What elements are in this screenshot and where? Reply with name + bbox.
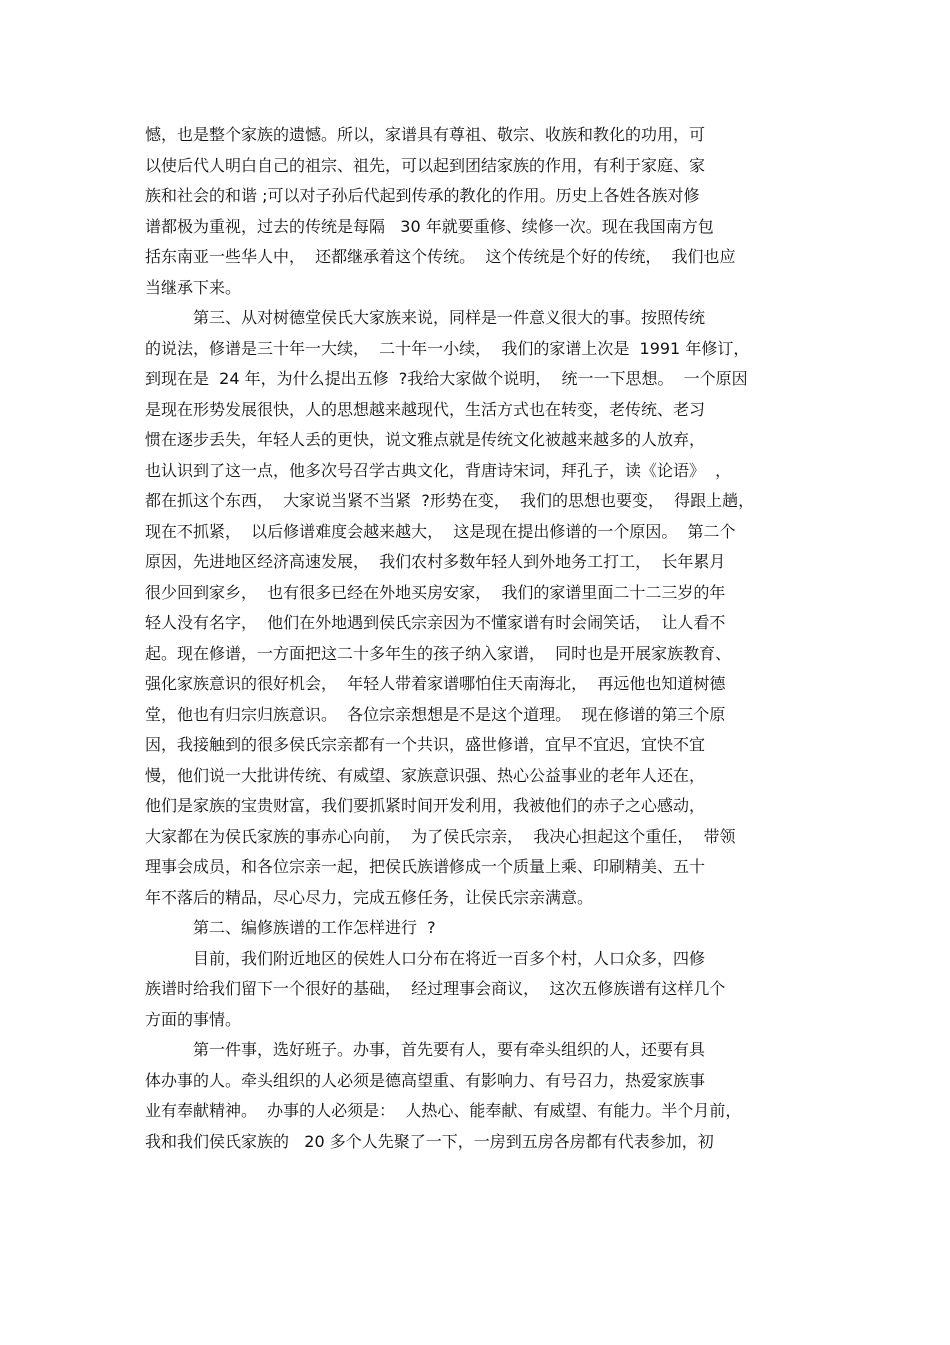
- section-heading: 第二、编修族谱的工作怎样进行 ?: [193, 918, 436, 937]
- text-line: 谱都极为重视，过去的传统是每隔 30 年就要重修、续修一次。现在我国南方包: [145, 216, 714, 236]
- text-line: 大家都在为侯氏家族的事赤心向前， 为了侯氏宗亲， 我决心担起这个重任， 带领: [145, 826, 736, 846]
- text-line: 惯在逐步丢失，年轻人丢的更快，说文雅点就是传统文化被越来越多的人放弃，: [145, 430, 706, 449]
- text-line: 慢，他们说一大批讲传统、有威望、家族意识强、热心公益事业的老年人还在，: [145, 765, 706, 785]
- text-line: 体办事的人。牵头组织的人必须是德高望重、有影响力、有号召力，热爱家族事: [145, 1070, 706, 1090]
- text-line: 起。现在修谱，一方面把这二十多年生的孩子纳入家谱， 同时也是开展家族教育、: [145, 643, 732, 663]
- text-line: 以使后代人明白自己的祖宗、祖先，可以起到团结家族的作用，有利于家庭、家: [145, 155, 706, 175]
- text-line: 他们是家族的宝贵财富，我们要抓紧时间开发利用，我被他们的赤子之心感动，: [145, 796, 706, 815]
- text-line: 很少回到家乡， 也有很多已经在外地买房安家， 我们的家谱里面二十二三岁的年: [145, 582, 726, 602]
- body-text: [145, 120, 825, 1157]
- text-line: 我和我们侯氏家族的 20 多个人先聚了一下，一房到五房各房都有代表参加，初: [145, 1131, 714, 1151]
- paragraph-start-line: 第三、从对树德堂侯氏大家族来说，同样是一件意义很大的事。按照传统: [193, 308, 706, 327]
- paragraph-start-line: 目前，我们附近地区的侯姓人口分布在将近一百多个村，人口众多，四修: [193, 948, 706, 968]
- text-line: 是现在形势发展很快，人的思想越来越现代，生活方式也在转变，老传统、老习: [145, 399, 706, 419]
- text-line: 堂，他也有归宗归族意识。 各位宗亲想想是不是这个道理。 现在修谱的第三个原: [145, 704, 726, 724]
- text-line: 也认识到了这一点，他多次号召学古典文化，背唐诗宋词，拜孔子，读《论语》 ，: [145, 460, 732, 480]
- text-line: 强化家族意识的很好机会， 年轻人带着家谱哪怕住天南海北， 再远他也知道树德: [145, 674, 726, 693]
- text-line: 括东南亚一些华人中， 还都继承着这个传统。 这个传统是个好的传统， 我们也应: [145, 247, 736, 266]
- text-line: 现在不抓紧， 以后修谱难度会越来越大， 这是现在提出修谱的一个原因。 第二个: [145, 521, 736, 541]
- text-line: 业有奉献精神。 办事的人必须是： 人热心、能奉献、有威望、有能力。半个月前，: [145, 1101, 742, 1120]
- text-line: 族谱时给我们留下一个很好的基础， 经过理事会商议， 这次五修族谱有这样几个: [145, 979, 726, 998]
- text-line: 因，我接触到的很多侯氏宗亲都有一个共识，盛世修谱，宜早不宜迟，宜快不宜: [145, 735, 706, 754]
- text-line: 的说法，修谱是三十年一大续， 二十年一小续， 我们的家谱上次是 1991 年修订，: [145, 338, 750, 358]
- text-line: 原因，先进地区经济高速发展， 我们农村多数年轻人到外地务工打工， 长年累月: [145, 552, 726, 571]
- text-line: 都在抓这个东西， 大家说当紧不当紧 ?形势在变， 我们的思想也要变， 得跟上趟，: [145, 491, 755, 510]
- text-line: 轻人没有名字， 他们在外地遇到侯氏宗亲因为不懂家谱有时会闹笑话， 让人看不: [145, 613, 726, 632]
- text-line: 年不落后的精品，尽心尽力，完成五修任务，让侯氏宗亲满意。: [145, 887, 594, 907]
- paragraph-start-line: 第一件事，选好班子。办事，首先要有人，要有牵头组织的人，还要有具: [193, 1040, 706, 1059]
- text-line: 方面的事情。: [145, 1009, 242, 1029]
- text-line: 理事会成员，和各位宗亲一起，把侯氏族谱修成一个质量上乘、印刷精美、五十: [145, 857, 706, 876]
- text-line: 到现在是 24 年，为什么提出五修 ?我给大家做个说明， 统一一下思想。 一个原因: [145, 369, 748, 388]
- text-line: 族和社会的和谐 ;可以对子孙后代起到传承的教化的作用。历史上各姓各族对修: [145, 186, 700, 205]
- text-line: 当继承下来。: [145, 277, 242, 297]
- text-line: 憾，也是整个家族的遗憾。所以，家谱具有尊祖、敬宗、收族和教化的功用，可: [145, 125, 706, 144]
